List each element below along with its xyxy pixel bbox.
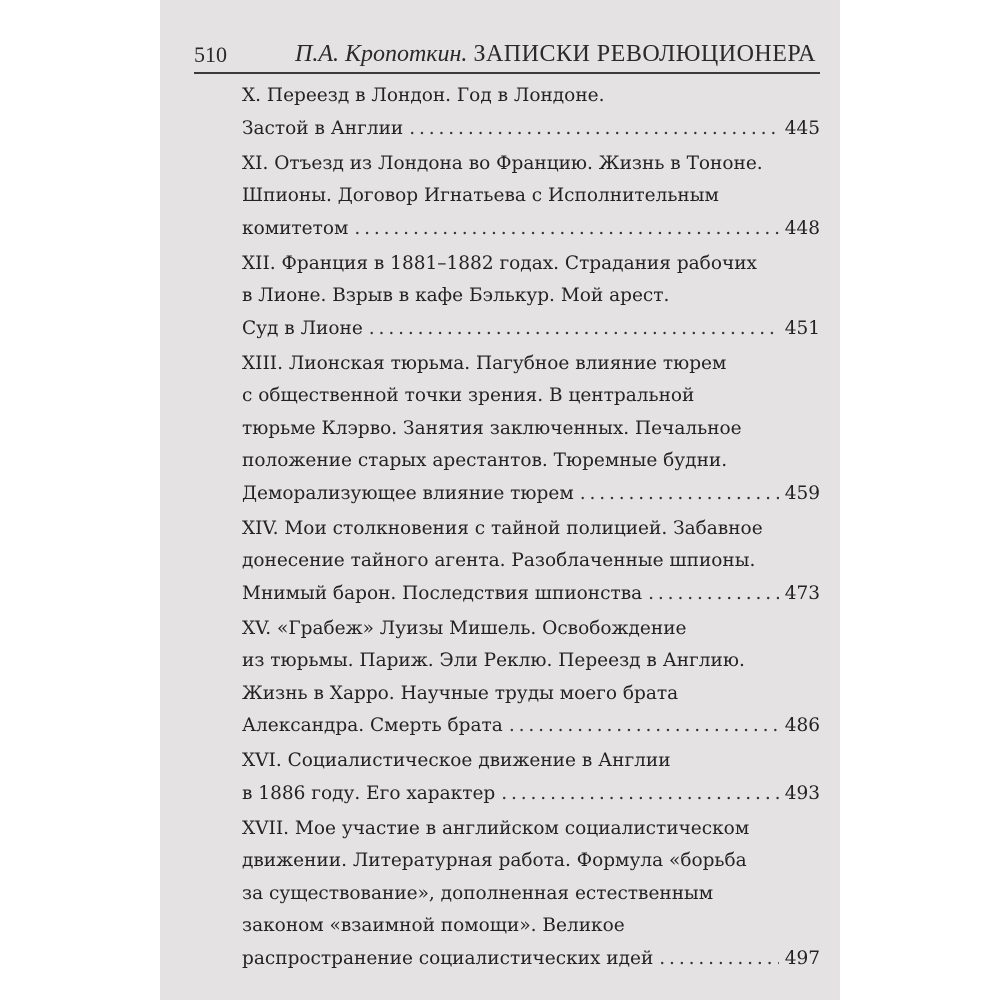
toc-line: XII. Франция в 1881–1882 годах. Страдания рабочих xyxy=(242,252,757,274)
running-title xyxy=(295,41,816,68)
author-name: П.А. Кропоткин. xyxy=(295,41,468,67)
dot-leader xyxy=(501,778,778,811)
dot-leader xyxy=(354,213,778,246)
toc-page-ref: 473 xyxy=(784,582,820,604)
toc-last-line xyxy=(242,778,820,811)
toc-line: из тюрьмы. Париж. Эли Реклю. Переезд в Англию. xyxy=(242,650,745,671)
running-head xyxy=(194,28,820,74)
dot-leader xyxy=(409,113,778,146)
toc-page-ref: 445 xyxy=(784,117,820,139)
toc-line: Шпионы. Договор Игнатьева с Исполнительным xyxy=(242,185,719,206)
toc-line: Жизнь в Харро. Научные труды моего брата xyxy=(242,682,679,704)
dot-leader xyxy=(648,578,779,611)
toc-entry-x xyxy=(242,80,820,145)
toc-page-ref: 451 xyxy=(784,317,820,339)
toc-entry-xiv xyxy=(242,513,820,611)
toc-line: XVI. Социалистическое движение в Англии xyxy=(242,750,671,771)
toc-last-line xyxy=(242,578,820,611)
toc-entry-xii xyxy=(242,248,820,346)
toc-last-line xyxy=(242,478,820,511)
toc-line: Александра. Смерть брата xyxy=(242,715,503,736)
toc-entry-xiii xyxy=(242,348,820,511)
toc-line: в 1886 году. Его характер xyxy=(242,782,496,804)
toc-line: за существование», дополненная естественным xyxy=(242,882,714,904)
toc-entry-xvi xyxy=(242,745,820,810)
toc-last-line xyxy=(242,943,820,976)
toc-line: положение старых арестантов. Тюремные будни. xyxy=(242,450,728,471)
toc-line: тюрьме Клэрво. Занятия заключенных. Печальное xyxy=(242,417,742,439)
toc-line: Застой в Англии xyxy=(242,117,404,139)
toc-line: X. Переезд в Лондон. Год в Лондоне. xyxy=(242,85,605,106)
toc-page-ref: 493 xyxy=(784,782,820,804)
toc-line: распространение социалистических идей xyxy=(242,947,654,969)
toc-line: XI. Отъезд из Лондона во Францию. Жизнь в Тононе. xyxy=(242,152,763,174)
toc-page-ref: 448 xyxy=(784,217,820,239)
toc-line: движении. Литературная работа. Формула «борьба xyxy=(242,850,747,871)
toc-page-ref: 486 xyxy=(784,715,820,736)
toc-page-ref: 459 xyxy=(784,482,820,504)
toc-line: с общественной точки зрения. В центральной xyxy=(242,385,695,406)
toc-last-line xyxy=(242,710,820,743)
toc-line: законом «взаимной помощи». Великое xyxy=(242,915,625,936)
toc-line: донесение тайного агента. Разоблаченные шпионы. xyxy=(242,550,756,571)
toc-line: комитетом xyxy=(242,217,349,239)
toc-line: XV. «Грабеж» Луизы Мишель. Освобождение xyxy=(242,617,687,639)
table-of-contents xyxy=(242,80,820,978)
toc-line: Деморализующее влияние тюрем xyxy=(242,482,574,504)
toc-entry-xvii xyxy=(242,813,820,976)
page-number: 510 xyxy=(194,42,227,67)
toc-line: XIII. Лионская тюрьма. Пагубное влияние тюрем xyxy=(242,352,727,374)
toc-line: Мнимый барон. Последствия шпионства xyxy=(242,582,643,604)
toc-entry-xv xyxy=(242,613,820,743)
toc-last-line xyxy=(242,213,820,246)
book-page xyxy=(160,0,840,1000)
dot-leader xyxy=(659,943,778,976)
toc-last-line xyxy=(242,313,820,346)
toc-line: Суд в Лионе xyxy=(242,317,363,339)
toc-entry-xi xyxy=(242,148,820,246)
toc-line: в Лионе. Взрыв в кафе Бэлькур. Мой арест. xyxy=(242,285,670,306)
dot-leader xyxy=(509,710,779,743)
toc-line: XIV. Мои столкновения с тайной полицией. Забавное xyxy=(242,517,763,539)
dot-leader xyxy=(369,313,779,346)
book-title: ЗАПИСКИ РЕВОЛЮЦИОНЕРА xyxy=(473,41,816,67)
toc-page-ref: 497 xyxy=(784,947,820,969)
toc-line: XVII. Мое участие в английском социалистическом xyxy=(242,817,750,839)
dot-leader xyxy=(580,478,779,511)
toc-last-line xyxy=(242,113,820,146)
